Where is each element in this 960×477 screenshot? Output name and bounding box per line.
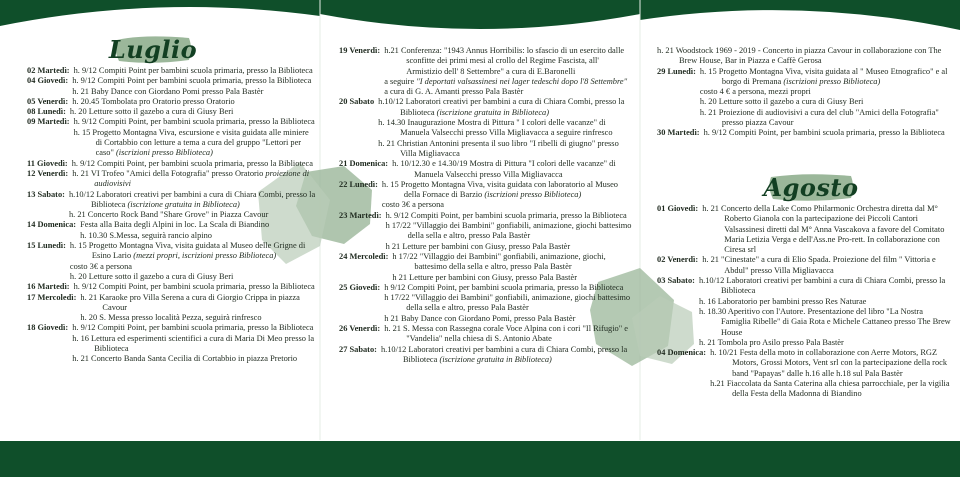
event-item: [384, 77, 635, 87]
day-label: 04 Domenica:: [657, 348, 707, 358]
day-entry: [339, 283, 635, 324]
event-text: h. 9/12 Compiti Point per bambini scuola primaria, presso la Biblioteca: [72, 76, 312, 86]
event-text: costo 4 € a persona, mezzi propri: [699, 87, 811, 97]
day-entry: [27, 97, 317, 107]
event-item: [699, 307, 953, 338]
day-label: 15 Lunedì:: [27, 241, 66, 251]
event-text: a seguire: [384, 76, 415, 86]
event-text: h. 21 Woodstock 1969 - 2019 - Concerto in piazza Cavour in collaborazione con The Brew House, Bar in Piazza e Caffè Gerosa: [657, 46, 942, 66]
day-events: [700, 67, 953, 129]
day-label: 02 Martedì:: [27, 66, 70, 75]
panel-agosto: [640, 0, 960, 440]
event-item: [72, 354, 317, 364]
day-label: 20 Sabato: [339, 97, 375, 107]
event-text: h. 21 S. Messa con Rassegna corale Voce Alpina con i cori "Il Rifugio" e "Vandelia" nella chiesa di S. Antonio Abate: [384, 324, 628, 344]
event-text: h. 15 Progetto Montagna Viva, visita guidata con laboratorio al Museo della Fornace di Barzio: [381, 179, 618, 200]
day-entry: [339, 345, 635, 366]
day-events: [702, 204, 953, 255]
day-label: 11 Giovedì:: [27, 158, 68, 168]
day-label: 16 Martedì:: [27, 282, 70, 292]
event-item: [378, 118, 635, 139]
day-label: 24 Mercoledì:: [339, 251, 389, 261]
day-label: 09 Martedì:: [27, 117, 70, 127]
event-item: [378, 139, 635, 160]
panel-luglio: [0, 0, 320, 440]
day-entry: [339, 97, 635, 159]
day-entry: [27, 159, 317, 169]
right-events-list: [657, 46, 953, 139]
event-text: h 21 Baby Dance con Giordano Pomi, presso Pala Bastèr: [384, 313, 576, 323]
day-label: 02 Venerdì:: [657, 255, 699, 265]
event-item: [74, 117, 317, 127]
event-item: [72, 76, 317, 86]
event-text: Festa alla Baita degli Alpini in loc. La Scala di Biandino: [80, 220, 270, 230]
event-item: [72, 334, 317, 355]
day-entry: [339, 324, 635, 345]
day-label: 12 Venerdì:: [27, 168, 69, 178]
month-title-agosto: [763, 172, 859, 202]
event-text: h. 21 Karaoke pro Villa Serena a cura di Giorgio Crippa in piazza Cavour: [80, 292, 300, 312]
event-text: h. 9/12 Compiti Point, per bambini scuola primaria, presso la Biblioteca: [72, 323, 314, 333]
day-events: [384, 324, 635, 345]
event-text: h.21 Conferenza: "1943 Annus Horribilis: lo sfascio di un esercito dalle sconfitte dei primi mesi al crollo del Regime Fascista, all' Armistizio dell' 8 Settembre" a cura di E.Baronelli: [384, 46, 625, 76]
day-events: [80, 293, 317, 324]
event-text: h. 10.30 S.Messa, seguirà rancio alpino: [80, 230, 212, 240]
event-text: a cura di G. A. Amanti presso Pala Bastèr: [384, 87, 524, 97]
event-note: proiezione di audiovisivi: [94, 168, 310, 189]
event-text: h.10/12 Laboratori creativi per bambini a cura di Chiara Combi, presso la Biblioteca: [698, 276, 946, 296]
day-entry: [339, 211, 635, 252]
event-item: [384, 314, 635, 324]
day-entry: [27, 293, 317, 324]
event-text: h. 21 Concerto della Lake Como Philarmonic Orchestra diretta dal M° Roberto Gianola con la partecipazione dei Piccoli Cantori Valsassinesi diretti dal M° Anna Vascakova a favore del Comitato Maria Letizia Verga e dell'Ass.ne Pro-rett. In collaborazione con Ciresa srl: [702, 204, 945, 255]
day-events: [382, 180, 635, 211]
day-label: 22 Lunedì:: [339, 179, 378, 189]
event-item: [70, 241, 317, 262]
event-item: [80, 220, 317, 230]
day-label: 25 Giovedì:: [339, 282, 381, 292]
event-note: "I deportati valsassinesi nei lager tedeschi dopo l'8 Settembre": [416, 76, 628, 86]
event-note: (iscrizioni presso Biblioteca): [783, 76, 881, 86]
event-text: h.10/12 Laboratori creativi per bambini a cura di Chiara Combi, presso la Biblioteca: [380, 344, 628, 364]
event-item: [72, 169, 317, 190]
event-text: h. 10/12.30 e 14.30/19 Mostra di Pittura "I colori delle vacanze" di Manuela Valsecchi presso Villa Migliavacca: [392, 159, 616, 179]
day-events: [72, 76, 317, 97]
event-item: [80, 313, 317, 323]
event-text: h. 21 "Cinestate" a cura di Elio Spada. Proiezione del film " Vittoria e Abdul" presso Villa Migliavacca: [702, 255, 936, 275]
day-label: 21 Domenica:: [339, 159, 389, 169]
event-text: h 21 Letture per bambini con Giusy, presso Pala Bastèr: [392, 272, 577, 282]
event-item: [70, 272, 317, 282]
event-text: costo 3€ a persona: [69, 261, 132, 271]
event-text: h 17/22 "Villaggio dei Bambini" gonfiabili, animazione, giochi battesimo della sella e altro, presso Pala Bastèr: [385, 221, 632, 241]
day-entry: [339, 180, 635, 211]
day-events: [710, 348, 953, 399]
day-label: 27 Sabato:: [339, 344, 377, 354]
event-item: [70, 107, 317, 117]
day-events: [381, 345, 635, 366]
middle-events-list: [339, 46, 635, 365]
event-text: h. 9/12 Compiti Point per bambini scuola primaria, presso la Biblioteca: [73, 66, 313, 75]
event-text: h. 21 Proiezione di audiovisivi a cura del club "Amici della Fotografia" presso piazza Cavour: [699, 107, 939, 128]
event-note: (mezzi propri, iscrizioni presso Biblioteca): [133, 251, 277, 261]
event-item: [700, 87, 953, 97]
event-text: h. 21 Concerto Rock Band "Share Grove" in Piazza Cavour: [68, 210, 269, 220]
day-label: 08 Lunedì:: [27, 107, 66, 117]
day-events: [386, 211, 635, 252]
month-title-text: Luglio: [108, 34, 198, 64]
event-item: [384, 293, 635, 314]
event-item: [72, 159, 317, 169]
day-events: [74, 117, 317, 158]
day-entry: [27, 220, 317, 241]
event-item: [386, 221, 635, 242]
event-text: h. 9/12 Compiti Point, per bambini scuola primaria, presso la Biblioteca: [385, 210, 627, 220]
event-text: h. 21 Baby Dance con Giordano Pomi presso Pala Bastèr: [72, 86, 264, 96]
day-entry: [339, 159, 635, 180]
day-events: [69, 190, 317, 221]
day-entry: [27, 169, 317, 190]
event-text: h. 20 Letture sotto il gazebo a cura di Giusy Beri: [69, 107, 234, 117]
event-item: [386, 242, 635, 252]
event-text: h.10/12 Laboratori creativi per bambini a cura di Chiara Combi, presso la Biblioteca: [68, 189, 316, 209]
event-item: [381, 345, 635, 366]
day-entry: [339, 46, 635, 97]
event-text: h 21 Letture per bambini con Giusy, presso Pala Bastèr: [385, 241, 571, 251]
event-text: h. 9/12 Compiti Point, per bambini scuola primaria, presso la Biblioteca: [71, 158, 313, 168]
event-text: h.21 Fiaccolata da Santa Caterina alla chiesa parrocchiale, per la vigilia della Festa della Madonna di Biandino: [710, 379, 950, 399]
day-events: [74, 66, 317, 76]
event-item: [700, 108, 953, 129]
event-item: [384, 283, 635, 293]
day-entry: [27, 241, 317, 282]
day-entry: [657, 204, 953, 255]
day-entry: [657, 255, 953, 276]
day-entry: [27, 190, 317, 221]
event-text: h. 20 Letture sotto il gazebo a cura di Giusy Beri: [699, 97, 864, 107]
event-text: h. 20 S. Messa presso località Pezza, seguirà rinfresco: [80, 313, 262, 323]
day-events: [392, 159, 635, 180]
day-label: 17 Mercoledì:: [27, 292, 77, 302]
event-item: [72, 323, 317, 333]
day-label: 04 Giovedì:: [27, 76, 69, 86]
day-events: [657, 46, 953, 67]
agosto-events-list: [657, 204, 953, 400]
day-events: [72, 97, 317, 107]
event-item: [69, 210, 317, 220]
event-text: h. 21 VI Trofeo "Amici della Fotografia" presso Oratorio: [72, 168, 264, 178]
day-events: [72, 323, 317, 364]
day-events: [699, 276, 953, 348]
event-item: [699, 276, 953, 297]
day-entry: [339, 252, 635, 283]
event-text: h 9/12 Compiti Point, per bambini scuola primaria, presso la Biblioteca: [384, 282, 624, 292]
event-item: [72, 87, 317, 97]
event-item: [699, 338, 953, 348]
event-note: (iscrizioni presso Biblioteca): [484, 190, 582, 200]
event-text: h. 15 Progetto Montagna Viva, visita guidata al " Museo Etnografico" e al borgo di Premana: [699, 66, 948, 86]
event-text: h.10/12 Laboratori creativi per bambini a cura di Chiara Combi, presso la Biblioteca: [378, 97, 625, 117]
month-title-text: Agosto: [763, 172, 859, 202]
event-text: h. 16 Laboratorio per bambini presso Res Naturae: [698, 296, 867, 306]
event-text: h. 21 Tombola pro Asilo presso Pala Bastèr: [698, 337, 844, 347]
event-item: [702, 204, 953, 255]
event-item: [69, 190, 317, 211]
event-text: h. 14.30 Inaugurazione Mostra di Pittura " I colori delle vacanze" di Manuela Valsecchi presso Villa Migliavacca a seguire rinfresco: [378, 118, 613, 138]
event-text: h. 16 Lettura ed esperimenti scientifici a cura di Maria Di Meo presso la Biblioteca: [72, 333, 315, 354]
event-text: h. 21 Christian Antonini presenta il suo libro "I ribelli di giugno" presso Villa Migliavacca: [378, 138, 619, 158]
day-entry: [657, 128, 953, 138]
event-item: [699, 297, 953, 307]
day-label: 19 Venerdì:: [339, 46, 381, 55]
luglio-events-list: [27, 66, 317, 365]
event-item: [700, 97, 953, 107]
day-events: [74, 282, 317, 292]
day-label: 01 Giovedì:: [657, 204, 699, 213]
day-entry: [27, 76, 317, 97]
event-item: [72, 97, 317, 107]
event-item: [704, 128, 953, 138]
day-events: [80, 220, 317, 241]
event-item: [702, 255, 953, 276]
day-entry: [657, 67, 953, 129]
day-entry: [27, 117, 317, 158]
day-events: [702, 255, 953, 276]
event-item: [80, 231, 317, 241]
event-text: h 17/22 "Villaggio dei Bambini" gonfiabili, animazione, giochi battesimo della sella e altro, presso Pala Bastèr: [384, 293, 631, 313]
day-entry: [27, 107, 317, 117]
day-entry: [657, 348, 953, 399]
day-label: 26 Venerdì:: [339, 324, 381, 334]
day-label: 30 Martedì:: [657, 128, 700, 138]
event-item: [700, 67, 953, 88]
event-item: [74, 282, 317, 292]
day-events: [72, 159, 317, 169]
panel-luglio-continued: [320, 0, 640, 440]
event-item: [710, 379, 953, 400]
day-entry: [27, 282, 317, 292]
day-label: 05 Venerdì:: [27, 96, 69, 106]
day-events: [384, 283, 635, 324]
event-text: h. 10/21 Festa della moto in collaborazione con Aerre Motors, RGZ Motors, Grossi Motors, Vent srl con la partecipazione della rock band "Papayas" dalle h.16 alle h.18 sul Pala Bastèr: [710, 348, 948, 378]
event-item: [382, 180, 635, 201]
day-events: [70, 241, 317, 282]
day-entry: [27, 66, 317, 76]
event-text: h. 15 Progetto Montagna Viva, visita guidata al Museo delle Grigne di Esino Lario: [69, 241, 306, 261]
event-item: [74, 128, 317, 159]
event-note: (iscrizione gratuita in Biblioteca): [127, 199, 240, 209]
event-item: [382, 200, 635, 210]
day-label: 13 Sabato:: [27, 189, 65, 199]
day-entry: [657, 276, 953, 348]
event-text: costo 3€ a persona: [381, 200, 444, 210]
event-text: h. 9/12 Compiti Point, per bambini scuola primaria, presso la Biblioteca: [73, 282, 315, 292]
day-events: [72, 169, 317, 190]
event-item: [74, 66, 317, 76]
event-text: h. 21 Concerto Banda Santa Cecilia di Cortabbio in piazza Pretorio: [72, 354, 298, 364]
bottom-band: [0, 441, 960, 477]
day-events: [70, 107, 317, 117]
day-events: [392, 252, 635, 283]
event-item: [392, 159, 635, 180]
event-item: [70, 262, 317, 272]
event-item: [384, 324, 635, 345]
event-note: (iscrizione gratuita in Biblioteca): [436, 107, 550, 117]
day-label: 23 Martedì:: [339, 210, 382, 220]
event-note: (iscrizioni presso Biblioteca): [115, 148, 213, 158]
event-text: h. 20.45 Tombolata pro Oratorio presso Oratorio: [72, 96, 235, 106]
day-entry: [657, 46, 953, 67]
day-events: [704, 128, 953, 138]
event-item: [384, 87, 635, 97]
event-item: [80, 293, 317, 314]
day-entry: [27, 323, 317, 364]
day-events: [384, 46, 635, 97]
day-label: 14 Domenica:: [27, 220, 77, 230]
event-note: (iscrizione gratuita in Biblioteca): [439, 354, 552, 364]
event-text: h. 15 Progetto Montagna Viva, escursione e visita guidata alle miniere di Cortabbio con letture a tema a cura del gruppo "Lettori per caso": [73, 127, 309, 158]
event-text: h. 9/12 Compiti Point, per bambini scuola primaria, presso la Biblioteca: [73, 117, 315, 127]
event-item: [392, 252, 635, 273]
day-events: [378, 97, 635, 159]
day-label: 03 Sabato:: [657, 276, 695, 286]
event-item: [378, 97, 635, 118]
event-item: [392, 273, 635, 283]
day-label: 18 Giovedì:: [27, 323, 69, 333]
day-label: 29 Lunedì:: [657, 66, 696, 76]
event-item: [386, 211, 635, 221]
event-text: h 17/22 "Villaggio dei Bambini" gonfiabili, animazione, giochi, battesimo della sella e altro, presso Pala Bastèr: [392, 251, 606, 272]
event-item: [657, 46, 953, 67]
month-title-luglio: [108, 34, 198, 64]
event-text: h. 18.30 Aperitivo con l'Autore. Presentazione del libro "La Nostra Famiglia Ribelle" di Gaia Rota e Michele Cattaneo presso The Brew House: [698, 306, 951, 337]
event-item: [710, 348, 953, 379]
event-text: h. 20 Letture sotto il gazebo a cura di Giusy Beri: [69, 271, 234, 281]
event-item: [384, 46, 635, 77]
event-text: h. 9/12 Compiti Point, per bambini scuola primaria, presso la Biblioteca: [703, 128, 945, 138]
